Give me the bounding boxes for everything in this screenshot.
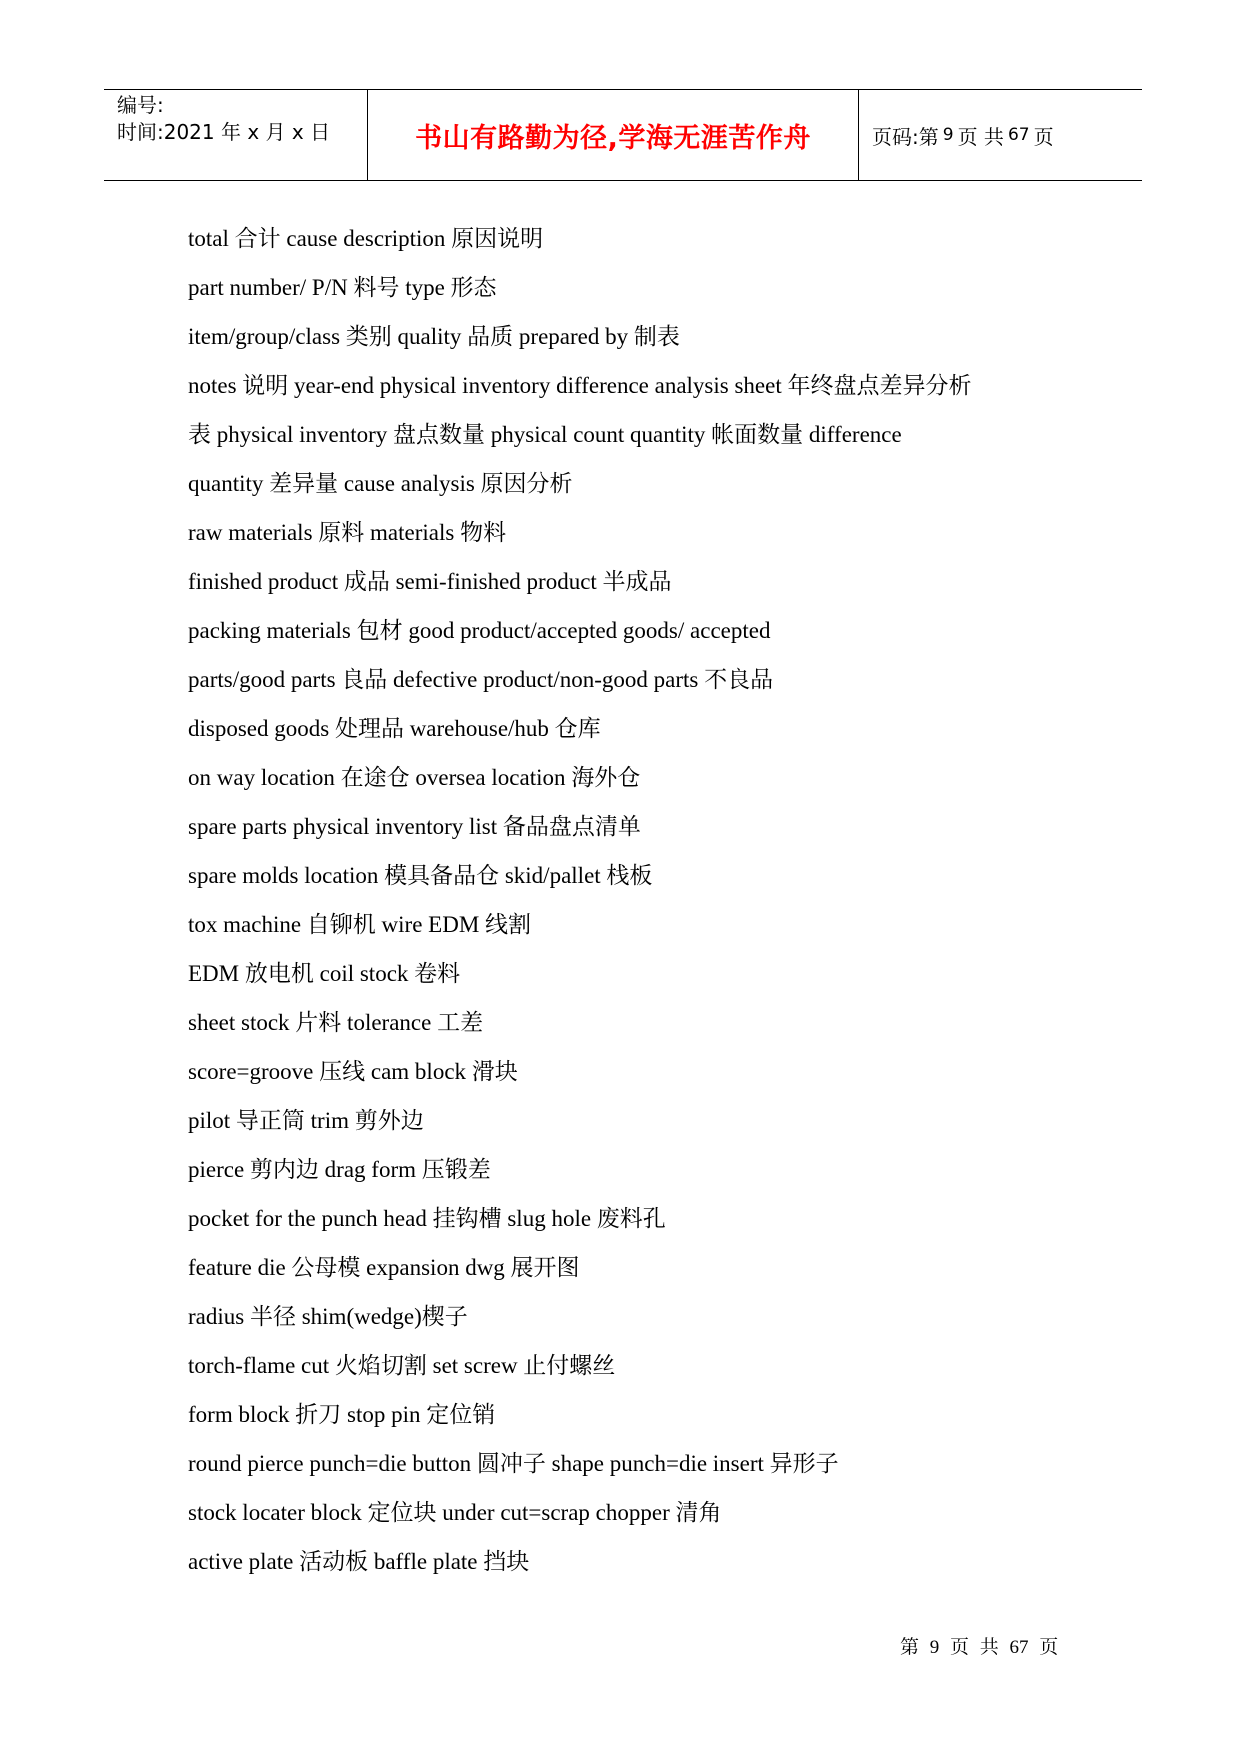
page-prefix: 页码:第 — [872, 124, 939, 149]
text-line: radius 半径 shim(wedge)楔子 — [188, 1304, 468, 1329]
text-line: disposed goods 处理品 warehouse/hub 仓库 — [188, 716, 601, 741]
text-line: form block 折刀 stop pin 定位销 — [188, 1402, 496, 1427]
text-line: item/group/class 类别 quality 品质 prepared by 制表 — [188, 324, 680, 349]
text-line: spare parts physical inventory list 备品盘点清单 — [188, 814, 641, 839]
page-header — [104, 89, 1142, 181]
text-line: feature die 公母模 expansion dwg 展开图 — [188, 1255, 580, 1280]
text-line: pocket for the punch head 挂钩槽 slug hole 废料孔 — [188, 1206, 666, 1231]
header-meta — [104, 90, 368, 180]
page-total: 67 — [1007, 125, 1030, 145]
text-line: round pierce punch=die button 圆冲子 shape punch=die insert 异形子 — [188, 1451, 839, 1476]
text-line: part number/ P/N 料号 type 形态 — [188, 275, 497, 300]
text-line: torch-flame cut 火焰切割 set screw 止付螺丝 — [188, 1353, 616, 1378]
header-page-info — [859, 90, 1142, 180]
document-number: 编号: — [117, 93, 164, 117]
text-line: quantity 差异量 cause analysis 原因分析 — [188, 471, 573, 496]
text-line: raw materials 原料 materials 物料 — [188, 520, 507, 545]
header-motto: 书山有路勤为径,学海无涯苦作舟 — [368, 90, 859, 180]
text-line: packing materials 包材 good product/accepted goods/ accepted — [188, 618, 771, 643]
text-line: EDM 放电机 coil stock 卷料 — [188, 961, 461, 986]
text-line: notes 说明 year-end physical inventory difference analysis sheet 年终盘点差异分析 — [188, 373, 972, 398]
page-suffix: 页 — [1033, 124, 1054, 149]
document-date: 时间:2021 年 x 月 x 日 — [117, 120, 331, 144]
text-line: active plate 活动板 baffle plate 挡块 — [188, 1549, 530, 1574]
text-line: on way location 在途仓 oversea location 海外仓 — [188, 765, 641, 790]
text-line: 表 physical inventory 盘点数量 physical count quantity 帐面数量 difference — [188, 422, 902, 447]
text-line: sheet stock 片料 tolerance 工差 — [188, 1010, 484, 1035]
page-footer: 第 9 页 共 67 页 — [900, 1637, 1059, 1658]
text-line: pilot 导正筒 trim 剪外边 — [188, 1108, 424, 1133]
text-line: parts/good parts 良品 defective product/non-good parts 不良品 — [188, 667, 774, 692]
page-mid: 页 共 — [957, 124, 1004, 149]
text-line: finished product 成品 semi-finished product 半成品 — [188, 569, 672, 594]
glossary-body — [188, 214, 1068, 1586]
page-current: 9 — [942, 125, 954, 145]
text-line: total 合计 cause description 原因说明 — [188, 226, 544, 251]
text-line: pierce 剪内边 drag form 压锻差 — [188, 1157, 491, 1182]
text-line: score=groove 压线 cam block 滑块 — [188, 1059, 518, 1084]
text-line: spare molds location 模具备品仓 skid/pallet 栈板 — [188, 863, 653, 888]
text-line: stock locater block 定位块 under cut=scrap chopper 清角 — [188, 1500, 722, 1525]
text-line: tox machine 自铆机 wire EDM 线割 — [188, 912, 532, 937]
